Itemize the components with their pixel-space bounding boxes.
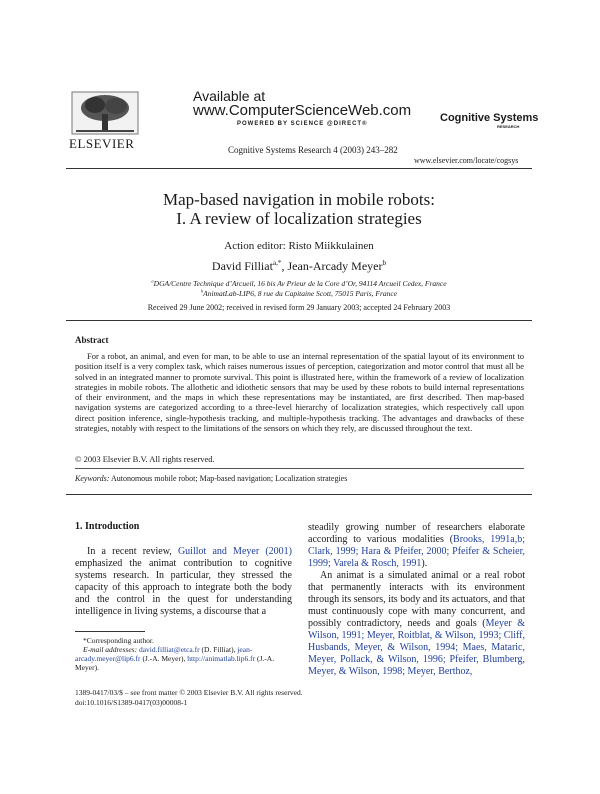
footnote	[75, 636, 292, 672]
author-list	[66, 259, 532, 274]
abstract-heading: Abstract	[75, 335, 109, 345]
header-divider	[66, 168, 532, 169]
text-run: (J.-A. Meyer),	[140, 654, 188, 663]
homepage-link[interactable]: http://animatlab.lip6.fr	[187, 654, 256, 663]
received-dates: Received 29 June 2002; received in revised form 29 January 2003; accepted 24 February 2003	[147, 303, 451, 312]
affiliation	[66, 279, 532, 288]
doi-line: doi:10.1016/S1389-0417(03)00008-1	[75, 698, 188, 707]
text-run: ).	[421, 558, 428, 569]
article-title-line1: Map-based navigation in mobile robots:	[163, 190, 435, 209]
citation-link[interactable]: Guillot and Meyer (2001)	[177, 546, 292, 557]
text-run: (D. Filliat),	[199, 645, 238, 654]
action-editor: Action editor: Risto Miikkulainen	[224, 240, 374, 252]
author-name: David Filliat	[211, 259, 273, 273]
abstract-top-divider	[66, 320, 532, 321]
citation-link[interactable]: Brooks, 1991a,b; Clark, 1999; Hara & Pfeifer, 2000; Pfeifer & Scheier, 1999; Varela & Rosch, 1991	[308, 534, 525, 569]
author-affil-mark: b	[382, 259, 387, 267]
text-run: emphasized the animat contribution to cognitive systems research. In particular, they stressed the capacity of this approach to integrate both the body and the control in the quest for understanding intelligence in living systems, a discourse that a	[75, 558, 292, 617]
right-column	[308, 522, 525, 678]
email-link[interactable]: david.filliat@etca.fr	[138, 645, 200, 654]
corresponding-author-note: *Corresponding author.	[83, 636, 154, 645]
elsevier-tree-logo	[70, 90, 140, 136]
email-note	[75, 645, 292, 672]
keywords	[75, 474, 347, 483]
text-run: An animat is a simulated animal or a real robot that permanently interacts with its environment through its sensors, its body and its actuators, and that must continuously cope with many concurrent, and possibly contradictory, needs and goals (	[308, 570, 525, 629]
intro-paragraph	[308, 570, 525, 678]
intro-paragraph	[308, 522, 525, 570]
email-link[interactable]: jean-arcady.meyer@lip6.fr	[75, 645, 253, 663]
keywords-list: Autonomous mobile robot; Map-based navigation; Localization strategies	[110, 474, 348, 483]
article-title-line2: I. A review of localization strategies	[176, 209, 422, 228]
left-column	[75, 546, 292, 618]
footnote-divider	[75, 631, 145, 632]
affiliation-text: AnimatLab-LIP6, 8 rue du Capitaine Scott, 75015 Paris, France	[203, 289, 398, 298]
citation-link[interactable]: Meyer & Wilson, 1991; Meyer, Roitblat, & Wilson, 1993; Cliff, Husbands, Meyer, & Wilson, 1994; Maes, Mataric, Meyer, Pollack, & Wilson, 1996; Pfeifer, Blumberg, Meyer, & Wilson, 1998; Meyer, Berthoz,	[308, 618, 525, 677]
author-separator: ,	[281, 259, 288, 273]
text-run: steadily growing number of researchers elaborate according to various modalities (	[308, 522, 525, 545]
affiliation-mark: a	[151, 278, 154, 284]
text-run: (J.-A. Meyer).	[75, 654, 275, 672]
publisher-name: ELSEVIER	[69, 136, 135, 151]
powered-by-sciencedirect: POWERED BY SCIENCE @DIRECT®	[237, 121, 368, 127]
affiliation-mark: b	[200, 288, 204, 294]
email-label: E-mail addresses:	[83, 645, 138, 654]
computerscienceweb-link[interactable]: www.ComputerScienceWeb.com	[193, 102, 412, 119]
abstract-bottom-divider	[66, 494, 532, 495]
intro-paragraph	[75, 546, 292, 618]
abstract-paragraph: For a robot, an animal, and even for man, to be able to use an internal representation of the spatial layout of its environment to position itself is a very complex task, which raises numerous issues of perception, categorization and motor control that must all be solved in an integrated manner to promote survival. This point is illustrated here, within the framework of a review of localization strategies in mobile robots. The allothetic and idiothetic sensors that may be used by these robots to build internal representations of their environment, and the maps in which these representations may be instantiated, are first described. Then map-based navigation systems are categorized according to a three-level hierarchy of localization strategies, which respectively call upon direct position inference, single-hypothesis tracking, and multiple-hypothesis tracking. The advantages and drawbacks of these strategies, notably with respect to the limitations of the sensors on which they rely, are discussed throughout the text.	[75, 351, 524, 434]
section-heading: 1. Introduction	[75, 521, 140, 532]
journal-logo-subtitle: RESEARCH	[497, 124, 520, 129]
affiliation	[66, 289, 532, 298]
issn-line: 1389-0417/03/$ – see front matter © 2003 Elsevier B.V. All rights reserved.	[75, 688, 303, 697]
author-affil-mark: a,*	[272, 259, 282, 267]
text-run: In a recent review,	[87, 546, 178, 557]
affiliation-text: DGA/Centre Technique d’Arcueil, 16 bis Av Prieur de la Core d’Or, 94114 Arcueil Cedex, France	[153, 279, 447, 288]
keywords-divider	[75, 468, 524, 469]
author-name: Jean-Arcady Meyer	[287, 259, 383, 273]
journal-logo-title: Cognitive Systems	[440, 112, 539, 124]
journal-url[interactable]: www.elsevier.com/locate/cogsys	[414, 156, 519, 165]
keywords-label: Keywords:	[75, 474, 110, 483]
abstract-copyright: © 2003 Elsevier B.V. All rights reserved.	[75, 454, 215, 464]
abstract-body	[75, 351, 524, 433]
journal-citation: Cognitive Systems Research 4 (2003) 243–282	[228, 145, 398, 155]
available-at-text: Available at	[193, 88, 266, 104]
